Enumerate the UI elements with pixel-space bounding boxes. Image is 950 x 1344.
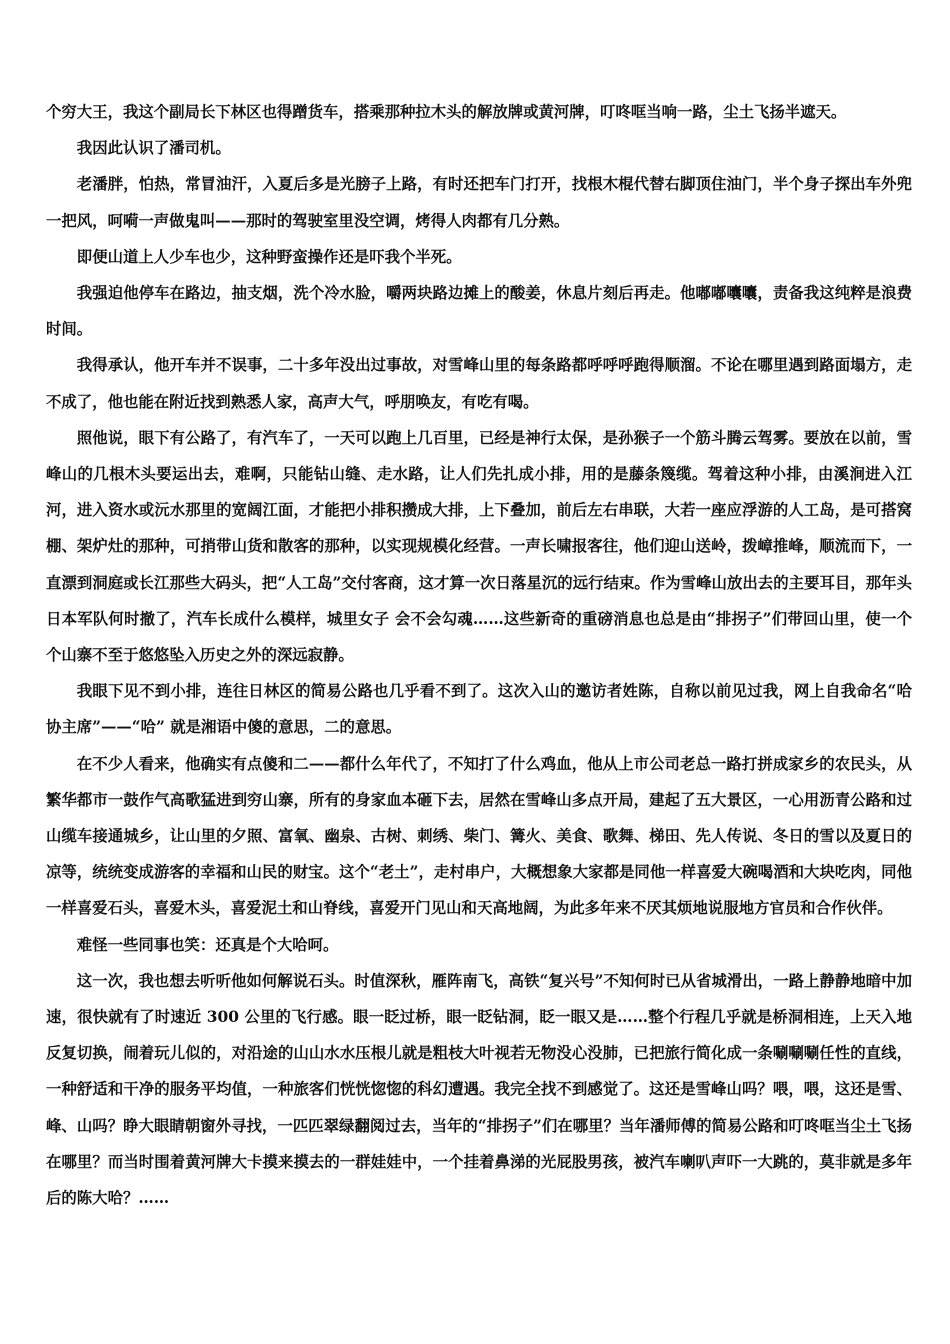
paragraph-11: 这一次，我也想去听听他如何解说石头。时值深秋，雁阵南飞，高铁“复兴号”不知何时已从省城滑出，一路上静静地暗中加速，很快就有了时速近 300 公里的飞行感。眼一眨过桥，眼一眨钻洞，眨一眼又是……整个行程几乎就是桥洞相连，上天入地反复切换，闹着玩儿似的，对沿途的山山水水压根儿就是粗枝大叶视若无物没心没肺，已把旅行简化成一条唰唰唰任性的直线，一种舒适和干净的服务平均值，一种旅客们恍恍惚惚的科幻遭遇。我完全找不到感觉了。这还是雪峰山吗？喂，喂，这还是雪、峰、山吗？睁大眼睛朝窗外寻找，一匹匹翠绿翻阅过去，当年的“排拐子”们在哪里？当年潘师傅的简易公路和叮咚哐当尘土飞扬在哪里？而当时围着黄河牌大卡摸来摸去的一群娃娃中，一个挂着鼻涕的光屁股男孩，被汽车喇叭声吓一大跳的，莫非就是多年后的陈大哈？…… xyxy=(46,971,912,1208)
paragraph-1: 个穷大王，我这个副局长下林区也得蹭货车，搭乘那种拉木头的解放牌或黄河牌，叮咚哐当响一路，尘土飞扬半遮天。 xyxy=(46,103,847,121)
paragraph-9: 在不少人看来，他确实有点傻和二——都什么年代了，不知打了什么鸡血，他从上市公司老总一路打拼成家乡的农民头，从繁华都市一鼓作气高歌猛进到穷山寨，所有的身家血本砸下去，居然在雪峰山多点开局，建起了五大景区，一心用沥青公路和过山缆车接通城乡，让山里的夕照、富氧、幽泉、古树、刺绣、柴门、篝火、美食、歌舞、梯田、先人传说、冬日的雪以及夏日的凉等，统统变成游客的幸福和山民的财宝。这个“老土”，走村串户，大概想象大家都是同他一样喜爱大碗喝酒和大块吃肉，同他一样喜爱石头，喜爱木头，喜爱泥土和山脊线，喜爱开门见山和天高地阔，为此多年来不厌其烦地说服地方官员和合作伙伴。 xyxy=(46,754,912,918)
paragraph-8: 我眼下见不到小排，连往日林区的简易公路也几乎看不到了。这次入山的邀访者姓陈，自称以前见过我，网上自我命名“哈协主席”——“哈” 就是湘语中傻的意思，二的意思。 xyxy=(46,682,912,737)
paragraph-5: 我强迫他停车在路边，抽支烟，洗个冷水脸，嚼两块路边摊上的酸姜，休息片刻后再走。他嘟嘟囔囔，责备我这纯粹是浪费时间。 xyxy=(46,284,912,339)
paragraph-6: 我得承认，他开车并不误事，二十多年没出过事故，对雪峰山里的每条路都呼呼呼跑得顺溜。不论在哪里遇到路面塌方，走不成了，他也能在附近找到熟悉人家，高声大气，呼朋唤友，有吃有喝。 xyxy=(46,356,912,411)
paragraph-10: 难怪一些同事也笑：还真是个大哈呵。 xyxy=(76,935,339,954)
paragraph-7: 照他说，眼下有公路了，有汽车了，一天可以跑上几百里，已经是神行太保，是孙猴子一个筋斗腾云驾雾。要放在以前，雪峰山的几根木头要运出去，难啊，只能钻山缝、走水路，让人们先扎成小排，用的是藤条篾缆。驾着这种小排，由溪涧进入江河，进入资水或沅水那里的宽阔江面，才能把小排积攒成大排，上下叠加，前后左右串联，大若一座应浮游的人工岛，是可搭窝棚、架炉灶的那种，可捎带山货和散客的那种，以实现规模化经营。一声长啸报客往，他们迎山送岭，拨嶂推峰，顺流而下，一直漂到洞庭或长江那些大码头，把“人工岛”交付客商，这才算一次日落星沉的远行结束。作为雪峰山放出去的主要耳目，那年头日本军队何时撤了，汽车长成什么模样，城里女子 会不会勾魂……这些新奇的重磅消息也总是由“排拐子”们带回山里，使一个个山寨不至于悠悠坠入历史之外的深远寂静。 xyxy=(46,428,912,665)
paragraph-4: 即便山道上人少车也少，这种野蛮操作还是吓我个半死。 xyxy=(76,247,462,266)
paragraph-2: 我因此认识了潘司机。 xyxy=(76,139,231,158)
paragraph-3: 老潘胖，怕热，常冒油汗，入夏后多是光膀子上路，有时还把车门打开，找根木棍代替右脚顶住油门，半个身子探出车外兜一把风，呵嗬一声做鬼叫——那时的驾驶室里没空调，烤得人肉都有几分熟。 xyxy=(46,175,912,230)
